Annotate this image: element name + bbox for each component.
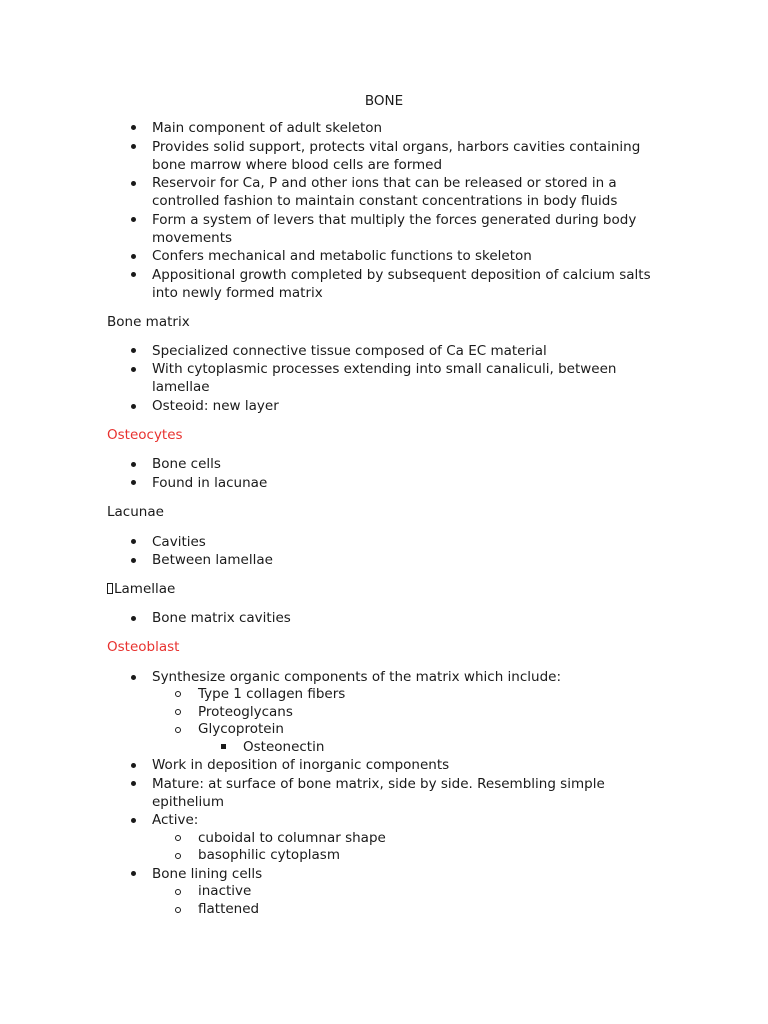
sub-bullet-marker (175, 835, 181, 841)
list-item: Form a system of levers that multiply the forces generated during body movements (152, 212, 637, 247)
list-item: Bone cells (152, 456, 221, 472)
bullet-marker (131, 144, 136, 149)
bullet-marker (131, 404, 136, 409)
list-item: Work in deposition of inorganic components (152, 757, 450, 773)
sub-sub-bullet-marker (221, 744, 226, 749)
list-item: Active: (152, 812, 199, 828)
sub-list-item: basophilic cytoplasm (198, 847, 340, 863)
sub-list-item: Glycoprotein (198, 721, 284, 737)
list-item: Between lamellae (152, 552, 273, 568)
missing-glyph-icon (107, 583, 113, 594)
section-heading-bone-matrix: Bone matrix (107, 314, 190, 330)
list-item: Bone matrix cavities (152, 610, 291, 626)
sub-bullet-marker (175, 889, 181, 895)
section-heading-lamellae (107, 580, 175, 598)
section-heading-lacunae: Lacunae (107, 504, 164, 520)
section-heading-osteocytes: Osteocytes (107, 427, 183, 443)
sub-bullet-marker (175, 853, 181, 859)
list-item: Mature: at surface of bone matrix, side by side. Resembling simple epithelium (152, 776, 605, 811)
list-item: Main component of adult skeleton (152, 120, 383, 136)
sub-sub-list-item: Osteonectin (243, 739, 325, 755)
bullet-marker (131, 125, 136, 130)
bullet-marker (131, 781, 136, 786)
bullet-marker (131, 217, 136, 222)
list-item: Provides solid support, protects vital organs, harbors cavities containing bone marrow where blood cells are formed (152, 139, 641, 174)
list-item: Osteoid: new layer (152, 398, 279, 414)
sub-bullet-marker (175, 907, 181, 913)
bullet-marker (131, 181, 136, 186)
bullet-marker (131, 272, 136, 277)
sub-list-item: flattened (198, 901, 260, 917)
sub-list-item: inactive (198, 883, 252, 899)
list-item: Bone lining cells (152, 866, 263, 882)
lamellae-heading-text: Lamellae (114, 581, 176, 597)
document-title: BONE (364, 93, 404, 109)
bullet-marker (131, 675, 136, 680)
bullet-marker (131, 539, 136, 544)
bullet-marker (131, 616, 136, 621)
bullet-marker (131, 462, 136, 467)
section-heading-osteoblast: Osteoblast (107, 639, 180, 655)
bullet-marker (131, 871, 136, 876)
sub-list-item: Type 1 collagen fibers (198, 686, 346, 702)
sub-bullet-marker (175, 709, 181, 715)
list-item: Reservoir for Ca, P and other ions that can be released or stored in a controlled fashion to maintain constant concentrations in body fluids (152, 175, 618, 210)
bullet-marker (131, 763, 136, 768)
list-item: Cavities (152, 534, 206, 550)
list-item: Found in lacunae (152, 475, 268, 491)
bullet-marker (131, 558, 136, 563)
sub-bullet-marker (175, 691, 181, 697)
list-item: Appositional growth completed by subsequent deposition of calcium salts into newly formed matrix (152, 267, 651, 302)
bullet-marker (131, 254, 136, 259)
bullet-marker (131, 348, 136, 353)
list-item: Specialized connective tissue composed of Ca EC material (152, 343, 547, 359)
sub-bullet-marker (175, 727, 181, 733)
list-item: Confers mechanical and metabolic functions to skeleton (152, 248, 532, 264)
sub-list-item: cuboidal to columnar shape (198, 830, 386, 846)
bullet-marker (131, 818, 136, 823)
list-item: Synthesize organic components of the matrix which include: (152, 669, 561, 685)
bullet-marker (131, 367, 136, 372)
list-item: With cytoplasmic processes extending into small canaliculi, between lamellae (152, 361, 617, 396)
sub-list-item: Proteoglycans (198, 704, 293, 720)
bullet-marker (131, 480, 136, 485)
